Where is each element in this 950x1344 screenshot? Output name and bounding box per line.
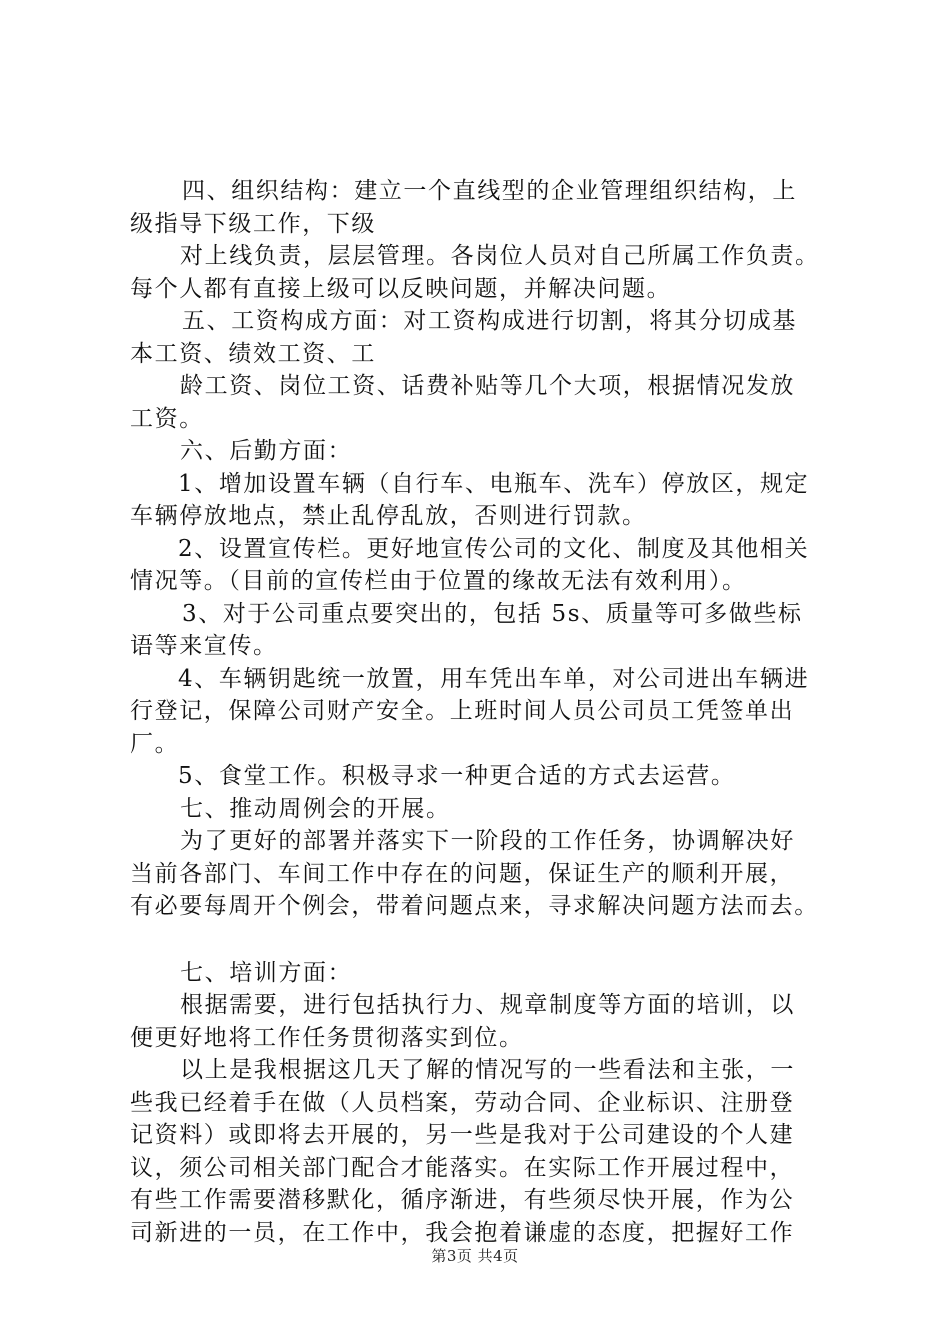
paragraph-line: 根据需要，进行包括执行力、规章制度等方面的培训，以 xyxy=(180,992,795,1018)
list-item: 1、增加设置车辆（自行车、电瓶车、洗车）停放区，规定 xyxy=(178,470,810,497)
section-heading-training: 七、培训方面： xyxy=(180,959,353,986)
paragraph-line: 些我已经着手在做（人员档案，劳动合同、企业标识、注册登 xyxy=(130,1089,795,1116)
paragraph-spacer xyxy=(130,923,830,957)
paragraph-line: 车辆停放地点，禁止乱停乱放，否则进行罚款。 xyxy=(130,503,647,529)
list-item: 5、食堂工作。积极寻求一种更合适的方式去运营。 xyxy=(178,763,736,789)
section-heading-salary: 五、工资构成方面：对工资构成进行切割，将其分切成基 xyxy=(182,308,797,334)
paragraph-line: 记资料）或即将去开展的，另一些是我对于公司建设的个人建 xyxy=(130,1122,795,1148)
section-heading-weekly-meeting: 七、推动周例会的开展。 xyxy=(180,795,451,822)
paragraph-line: 以上是我根据这几天了解的情况写的一些看法和主张，一 xyxy=(180,1057,795,1083)
document-body xyxy=(130,175,830,1249)
section-heading-logistics: 六、后勤方面： xyxy=(180,438,353,464)
paragraph-line: 厂。 xyxy=(130,730,180,757)
paragraph-line: 司新进的一员，在工作中，我会抱着谦虚的态度，把握好工作 xyxy=(130,1219,795,1246)
list-item: 2、设置宣传栏。更好地宣传公司的文化、制度及其他相关 xyxy=(178,535,810,562)
list-item: 3、对于公司重点要突出的，包括 5s、质量等可多做些标 xyxy=(182,600,803,627)
paragraph-line: 议，须公司相关部门配合才能落实。在实际工作开展过程中， xyxy=(130,1154,795,1181)
paragraph-line: 便更好地将工作任务贯彻落实到位。 xyxy=(130,1024,524,1051)
list-item: 4、车辆钥匙统一放置，用车凭出车单，对公司进出车辆进 xyxy=(178,665,810,692)
paragraph-line: 为了更好的部署并落实下一阶段的工作任务，协调解决好 xyxy=(180,828,795,854)
paragraph-line: 当前各部门、车间工作中存在的问题，保证生产的顺利开展， xyxy=(130,860,795,887)
paragraph-line: 对上线负责，层层管理。各岗位人员对自己所属工作负责。 xyxy=(180,243,820,269)
paragraph-line: 情况等。（目前的宣传栏由于位置的缘故无法有效利用）。 xyxy=(130,568,747,594)
paragraph-line: 本工资、绩效工资、工 xyxy=(130,340,376,367)
paragraph-line: 龄工资、岗位工资、话费补贴等几个大项，根据情况发放 xyxy=(180,373,795,399)
paragraph-line: 每个人都有直接上级可以反映问题，并解决问题。 xyxy=(130,275,672,302)
section-heading-organization: 四、组织结构：建立一个直线型的企业管理组织结构，上 xyxy=(182,178,797,204)
page-footer: 第3页 共4页 xyxy=(431,1247,519,1265)
paragraph-line: 有些工作需要潜移默化，循序渐进，有些须尽快开展，作为公 xyxy=(130,1187,795,1213)
paragraph-line: 工资。 xyxy=(130,405,204,432)
paragraph-line: 行登记，保障公司财产安全。上班时间人员公司员工凭签单出 xyxy=(130,698,795,724)
paragraph-line: 有必要每周开个例会，带着问题点来，寻求解决问题方法而去。 xyxy=(130,893,819,919)
paragraph-line: 级指导下级工作，下级 xyxy=(130,210,376,237)
paragraph-line: 语等来宣传。 xyxy=(130,633,278,659)
